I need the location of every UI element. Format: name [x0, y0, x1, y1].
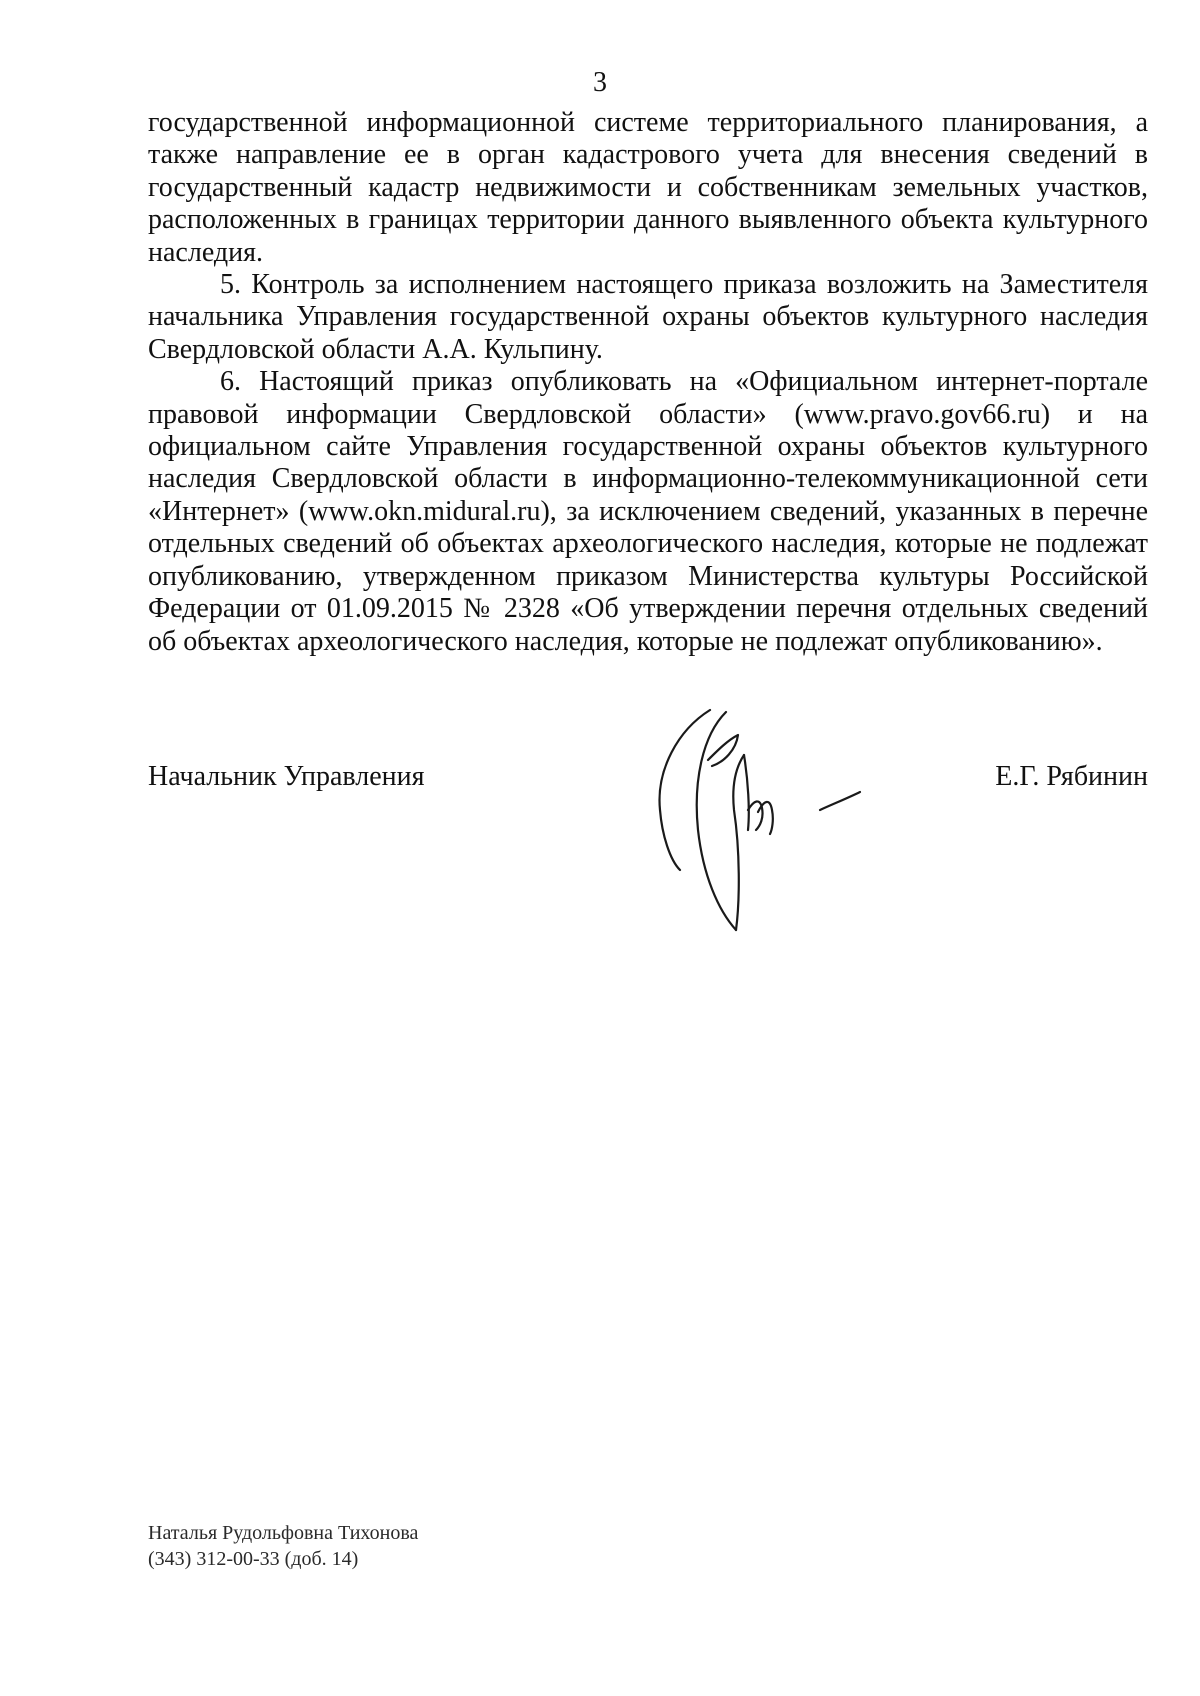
handwritten-signature: [648, 700, 888, 960]
page-number: 3: [593, 67, 607, 98]
executor-info: [148, 1520, 418, 1572]
document-body: [148, 107, 1148, 658]
signatory-title: Начальник Управления: [148, 761, 425, 792]
paragraph-item-6: 6. Настоящий приказ опубликовать на «Официальном интернет-портале правовой информации Свердловской области» (www.pravo.gov66.ru) и на официальном сайте Управления государственной охраны объектов культурного наследия Свердловской области в информационно-телекоммуникационной сети «Интернет» (www.okn.midural.ru), за исключением сведений, указанных в перечне отдельных сведений об объектах археологического наследия, которые не подлежат опубликованию, утвержденном приказом Министерства культуры Российской Федерации от 01.09.2015 № 2328 «Об утверждении перечня отдельных сведений об объектах археологического наследия, которые не подлежат опубликованию».: [148, 366, 1148, 657]
executor-phone: (343) 312-00-33 (доб. 14): [148, 1548, 359, 1570]
paragraph-item-5: 5. Контроль за исполнением настоящего приказа возложить на Заместителя начальника Управления государственной охраны объектов культурного наследия Свердловской области А.А. Кульпину.: [148, 269, 1148, 365]
executor-name: Наталья Рудольфовна Тихонова: [148, 1522, 419, 1544]
signatory-name: Е.Г. Рябинин: [995, 761, 1148, 792]
paragraph-continuation: государственной информационной системе территориального планирования, а также направление ее в орган кадастрового учета для внесения сведений в государственный кадастр недвижимости и собственникам земельных участков, расположенных в границах территории данного выявленного объекта культурного наследия.: [148, 107, 1148, 268]
